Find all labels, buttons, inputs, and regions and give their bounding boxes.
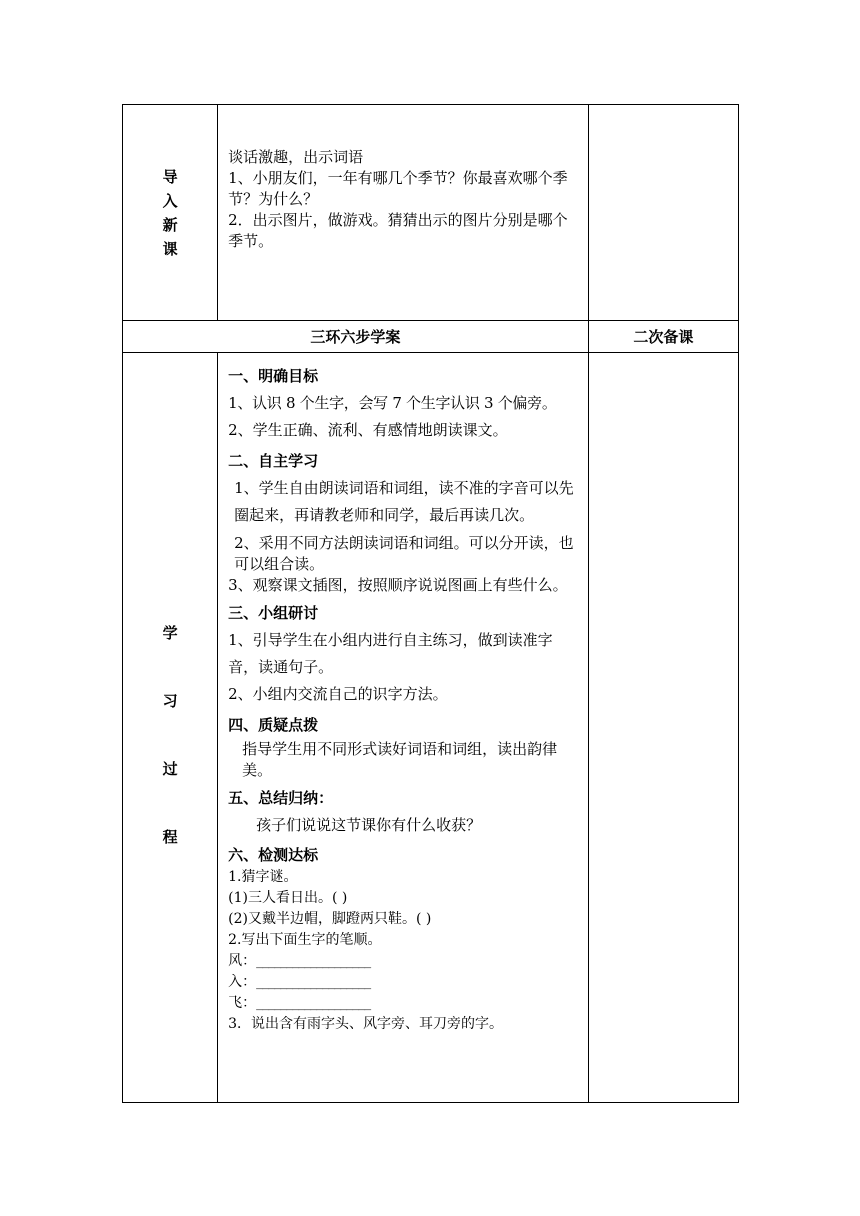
section-title: 二、自主学习 <box>228 452 319 470</box>
section-line: 孩子们说说这节课你有什么收获？ <box>256 816 482 834</box>
section-line: 指导学生用不同形式读好词语和词组，读出韵律美。 <box>242 740 558 779</box>
section-line: 2、学生正确、流利、有感情地朗读课文。 <box>228 421 508 439</box>
section-line: (2)又戴半边帽，脚蹬两只鞋。( ) <box>228 911 432 927</box>
stroke-order-line <box>228 951 582 972</box>
process-label-char: 习 <box>162 691 178 710</box>
section-line: (1)三人看日出。( ) <box>228 890 348 906</box>
intro-row <box>123 105 739 321</box>
section-line: 2、采用不同方法朗读词语和词组。可以分开读，也可以组合读。 <box>234 534 574 573</box>
section-title: 五、总结归纳： <box>228 789 334 807</box>
section-title: 三、小组研讨 <box>228 604 319 622</box>
intro-label <box>123 105 218 321</box>
intro-notes-cell <box>588 105 738 321</box>
plan-title: 三环六步学案 <box>123 321 589 353</box>
process-row <box>123 353 739 1103</box>
stroke-char: 飞： <box>228 995 257 1011</box>
stroke-char: 风： <box>228 953 257 969</box>
intro-label-char: 课 <box>162 239 178 258</box>
intro-line: 2．出示图片，做游戏。猜猜出示的图片分别是哪个季节。 <box>228 211 568 250</box>
section-title: 六、检测达标 <box>228 846 319 864</box>
process-notes-cell <box>588 353 738 1103</box>
lesson-plan-table <box>122 104 739 1103</box>
lesson-plan-sheet <box>122 104 739 1103</box>
section-title: 一、明确目标 <box>228 367 319 385</box>
answer-blank: ___________________ <box>256 974 371 990</box>
intro-label-char: 入 <box>162 191 178 210</box>
section-line: 1.猜字谜。 <box>228 869 298 885</box>
stroke-char: 入： <box>228 974 257 990</box>
process-label-char: 程 <box>162 827 178 846</box>
section-line: 2、小组内交流自己的识字方法。 <box>228 685 448 703</box>
stroke-order-line <box>228 993 582 1014</box>
process-label <box>123 353 218 1103</box>
plan-header-row <box>123 321 739 353</box>
section-line: 3、观察课文插图，按照顺序说说图画上有些什么。 <box>228 576 568 594</box>
section-line: 1、认识 8 个生字，会写 7 个生字认识 3 个偏旁。 <box>228 394 557 412</box>
section-title: 四、质疑点拨 <box>228 716 319 734</box>
answer-blank: ___________________ <box>256 995 371 1011</box>
stroke-order-line <box>228 972 582 993</box>
process-label-char: 学 <box>162 623 178 642</box>
second-prep-title: 二次备课 <box>588 321 738 353</box>
process-label-char: 过 <box>162 759 178 778</box>
answer-blank: ___________________ <box>256 953 371 969</box>
section-line: 1、引导学生在小组内进行自主练习，做到读准字音，读通句子。 <box>228 631 553 676</box>
section-line: 2.写出下面生字的笔顺。 <box>228 932 382 948</box>
intro-line: 1、小朋友们，一年有哪几个季节？你最喜欢哪个季节？为什么？ <box>228 169 568 208</box>
process-content <box>218 353 589 1103</box>
intro-line: 谈话激趣，出示词语 <box>228 148 364 166</box>
intro-label-char: 导 <box>162 167 178 186</box>
intro-content <box>218 105 589 321</box>
section-line: 1、学生自由朗读词语和词组，读不准的字音可以先圈起来，再请教老师和同学，最后再读几次。 <box>234 479 574 524</box>
intro-label-char: 新 <box>162 215 178 234</box>
section-line: 3．说出含有雨字头、风字旁、耳刀旁的字。 <box>228 1016 504 1032</box>
